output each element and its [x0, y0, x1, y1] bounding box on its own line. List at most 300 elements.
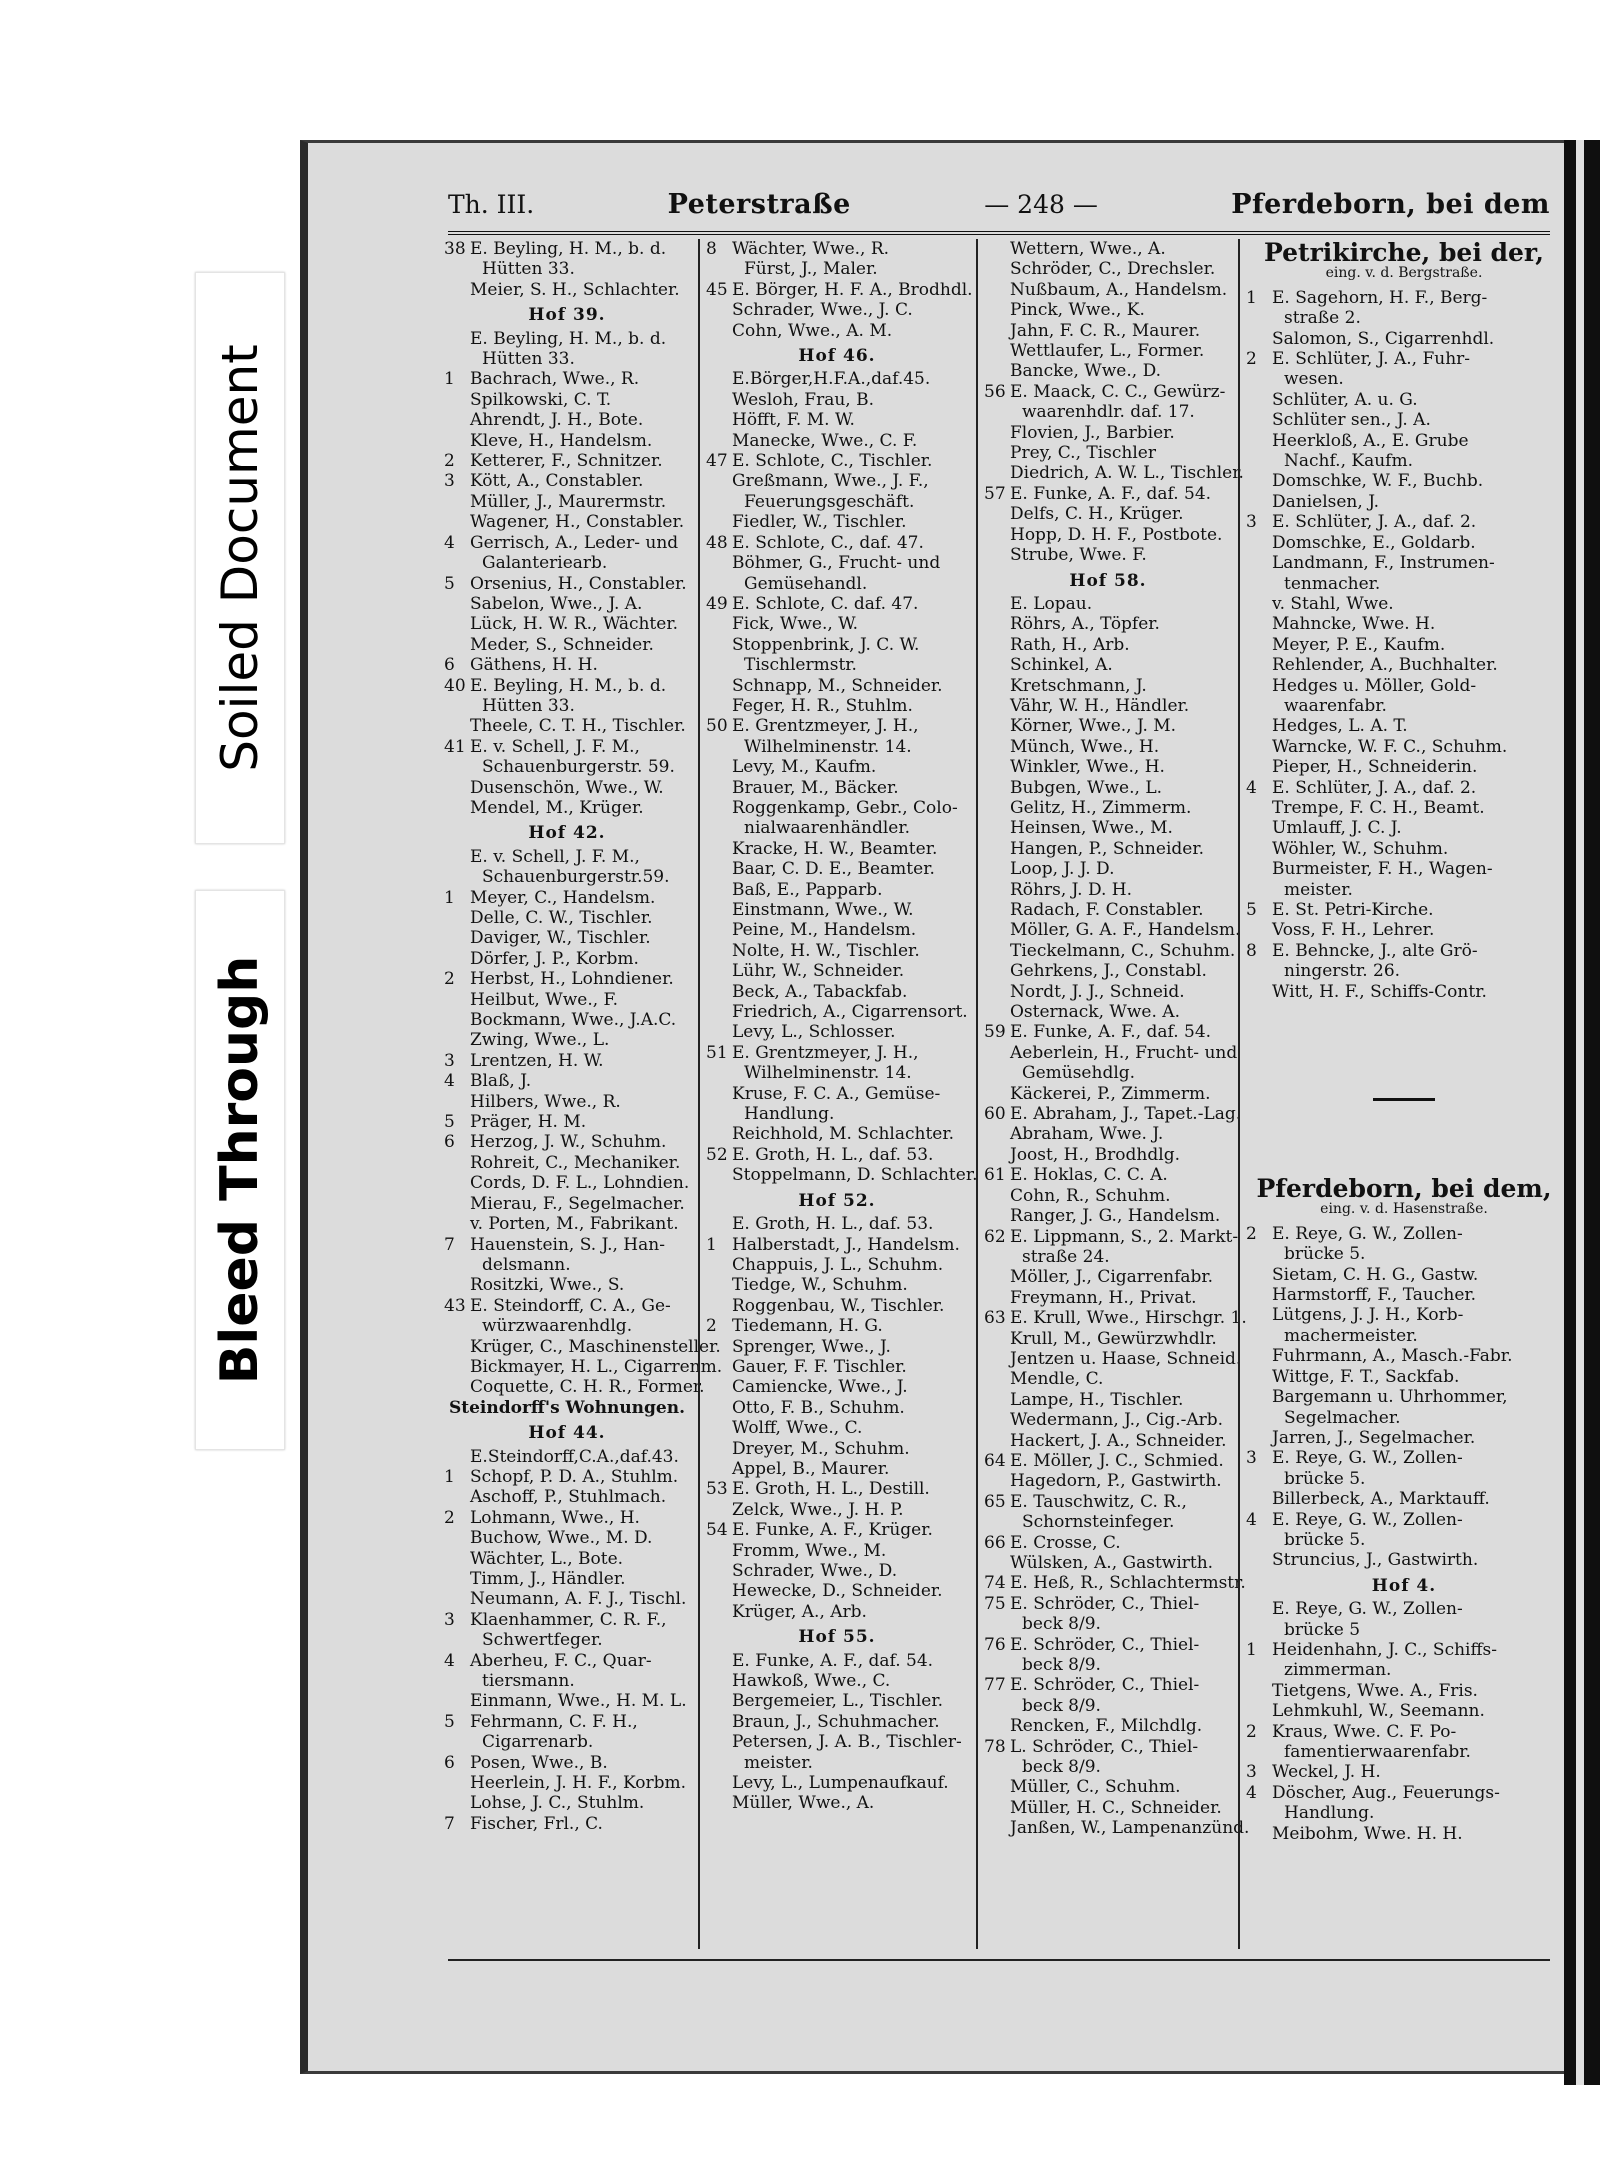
house-number: 3	[1246, 1448, 1257, 1469]
directory-entry	[444, 969, 690, 989]
directory-entry	[984, 484, 1232, 504]
entry-text: brücke 5.	[1284, 1529, 1366, 1550]
directory-entry	[1246, 471, 1562, 491]
directory-entry	[444, 1589, 690, 1609]
directory-entry	[444, 676, 690, 696]
entry-text: Fürst, J., Maler.	[744, 259, 878, 280]
entry-text: Müller, Wwe., A.	[732, 1793, 875, 1814]
entry-text: Feger, H. R., Stuhlm.	[732, 695, 913, 716]
entry-text: Wettern, Wwe., A.	[1010, 239, 1166, 259]
entry-text: Freymann, H., Privat.	[1010, 1287, 1197, 1308]
entry-continuation	[444, 553, 690, 573]
directory-entry	[444, 990, 690, 1010]
entry-text: Loop, J. J. D.	[1010, 859, 1115, 880]
entry-text: Zelck, Wwe., J. H. P.	[732, 1499, 904, 1520]
house-number: 4	[444, 1650, 455, 1671]
entry-text: Möller, G. A. F., Handelsm.	[1010, 920, 1241, 941]
entry-text: Bargemann u. Uhrhommer,	[1272, 1387, 1508, 1408]
entry-text: Heerlein, J. H. F., Korbm.	[470, 1773, 687, 1794]
entry-text: Döscher, Aug., Feuerungs-	[1272, 1782, 1500, 1803]
entry-text: Umlauff, J. C. J.	[1272, 818, 1402, 839]
entry-text: Radach, F. Constabler.	[1010, 900, 1204, 920]
entry-text: Wilhelminenstr. 14.	[744, 736, 912, 757]
entry-text: E. Groth, H. L., daf. 53.	[732, 1144, 934, 1165]
entry-text: Mendle, C.	[1010, 1369, 1104, 1390]
entry-text: Müller, C., Schuhm.	[1010, 1777, 1181, 1798]
directory-entry	[1246, 431, 1562, 451]
entry-text: Wittge, F. T., Sackfab.	[1272, 1366, 1460, 1387]
entry-text: brücke 5.	[1284, 1468, 1366, 1489]
entry-text: Coquette, C. H. R., Former.	[470, 1377, 705, 1398]
entry-text: Orsenius, H., Constabler.	[470, 573, 687, 594]
directory-entry	[444, 928, 690, 948]
entry-text: Spilkowski, C. T.	[470, 389, 612, 410]
entry-continuation	[1246, 1803, 1562, 1823]
entry-text: Hilbers, Wwe., R.	[470, 1091, 621, 1112]
entry-continuation	[1246, 1469, 1562, 1489]
directory-entry	[706, 471, 968, 491]
directory-entry	[984, 798, 1232, 818]
entry-text: E. Reye, G. W., Zollen-	[1272, 1448, 1463, 1469]
directory-entry	[984, 1124, 1232, 1144]
directory-entry	[706, 798, 968, 818]
directory-entry	[444, 1132, 690, 1152]
entry-text: E. Tauschwitz, C. R.,	[1010, 1491, 1187, 1512]
directory-entry	[706, 900, 968, 920]
entry-text: straße 24.	[1022, 1246, 1110, 1267]
entry-text: Sabelon, Wwe., J. A.	[470, 593, 643, 614]
directory-entry	[444, 1487, 690, 1507]
entry-text: Hackert, J. A., Schneider.	[1010, 1430, 1227, 1451]
entry-text: Meier, S. H., Schlachter.	[470, 279, 680, 300]
directory-entry	[444, 1569, 690, 1589]
entry-text: Lrentzen, H. W.	[470, 1050, 604, 1071]
directory-entry	[444, 1030, 690, 1050]
court-heading: Hof 46.	[798, 346, 876, 367]
directory-entry	[444, 410, 690, 430]
directory-entry	[444, 1712, 690, 1732]
entry-text: Aberheu, F. C., Quar-	[470, 1650, 652, 1671]
entry-text: Lampe, H., Tischler.	[1010, 1389, 1184, 1410]
entry-text: Meder, S., Schneider.	[470, 634, 654, 655]
directory-entry	[984, 259, 1232, 279]
entry-text: E. St. Petri-Kirche.	[1272, 900, 1434, 920]
soiled-document-label: Soiled Document	[211, 344, 269, 772]
directory-entry	[444, 635, 690, 655]
entry-continuation	[706, 737, 968, 757]
house-number: 1	[444, 887, 455, 908]
directory-entry	[706, 1418, 968, 1438]
directory-entry	[1246, 839, 1562, 859]
directory-entry	[984, 920, 1241, 941]
entry-text: E.Steindorff,C.A.,daf.43.	[470, 1446, 679, 1467]
entry-continuation	[1246, 1408, 1562, 1428]
directory-entry	[444, 369, 690, 389]
entry-text: Appel, B., Maurer.	[732, 1458, 890, 1479]
directory-entry	[706, 431, 968, 451]
page-header	[448, 189, 1550, 229]
directory-entry	[444, 1651, 690, 1671]
entry-text: Landmann, F., Instrumen-	[1272, 553, 1495, 574]
entry-text: E. Börger, H. F. A., Brodhdl.	[732, 279, 973, 300]
directory-entry	[984, 1369, 1232, 1389]
court-heading: Hof 58.	[1069, 570, 1147, 591]
entry-text: Kruse, F. C. A., Gemüse-	[732, 1083, 941, 1104]
directory-entry	[984, 1533, 1232, 1553]
entry-text: tiersmann.	[482, 1671, 575, 1692]
entry-continuation	[984, 1655, 1232, 1675]
directory-entry	[444, 1010, 690, 1030]
entry-text: Roggenkamp, Gebr., Colo-	[732, 797, 958, 818]
entry-text: Müller, H. C., Schneider.	[1010, 1797, 1222, 1818]
entry-text: Schopf, P. D. A., Stuhlm.	[470, 1466, 679, 1487]
entry-text: Domschke, W. F., Buchb.	[1272, 471, 1484, 492]
entry-text: Tiedemann, H. G.	[732, 1316, 883, 1337]
directory-entry	[444, 908, 690, 928]
directory-entry	[1246, 1510, 1562, 1530]
entry-text: Schröder, C., Drechsler.	[1010, 259, 1216, 280]
house-number: 6	[444, 1132, 455, 1153]
entry-text: Otto, F. B., Schuhm.	[732, 1397, 905, 1418]
entry-text: Hagedorn, P., Gastwirth.	[1010, 1471, 1222, 1492]
directory-entry	[706, 279, 973, 300]
directory-entry	[1246, 594, 1562, 614]
entry-text: Rehlender, A., Buchhalter.	[1272, 655, 1498, 676]
entry-text: Kretschmann, J.	[1010, 675, 1147, 696]
entry-text: Nordt, J. J., Schneid.	[1010, 981, 1185, 1002]
entry-text: E. Groth, H. L., Destill.	[732, 1479, 930, 1500]
directory-entry	[706, 390, 968, 410]
directory-entry	[984, 900, 1232, 920]
entry-text: Schornsteinfeger.	[1022, 1512, 1175, 1533]
entry-text: Janßen, W., Lampenanzünd.	[1010, 1818, 1250, 1839]
directory-entry	[1246, 1305, 1562, 1325]
entry-text: Mahncke, Wwe. H.	[1272, 614, 1436, 635]
directory-entry	[984, 1451, 1232, 1471]
entry-text: Nachf., Kaufm.	[1284, 451, 1413, 472]
entry-continuation	[444, 1732, 690, 1752]
directory-entry	[1246, 1489, 1562, 1509]
directory-entry	[706, 1439, 968, 1459]
entry-continuation	[984, 1696, 1232, 1716]
directory-entry	[706, 1691, 968, 1711]
directory-entry	[706, 1296, 968, 1316]
directory-entry	[444, 1377, 705, 1398]
entry-text: Hawkoß, Wwe., C.	[732, 1671, 891, 1692]
directory-entry	[444, 737, 690, 757]
directory-entry	[444, 1071, 690, 1091]
entry-text: Kraus, Wwe. C. F. Po-	[1272, 1721, 1457, 1742]
entry-continuation	[984, 402, 1232, 422]
directory-entry	[984, 341, 1232, 361]
directory-entry	[984, 859, 1232, 879]
house-number: 63	[984, 1308, 1006, 1329]
entry-text: Jarren, J., Segelmacher.	[1272, 1427, 1476, 1448]
directory-entry	[984, 716, 1232, 736]
directory-entry	[1246, 512, 1562, 532]
directory-entry	[706, 1793, 968, 1813]
directory-entry	[706, 859, 968, 879]
directory-entry	[984, 676, 1232, 696]
entry-text: Fick, Wwe., W.	[732, 614, 859, 635]
entry-text: L. Schröder, C., Thiel-	[1010, 1736, 1199, 1757]
entry-text: Herzog, J. W., Schuhm.	[470, 1132, 667, 1153]
entry-continuation	[1246, 1530, 1562, 1550]
entry-text: Salomon, S., Cigarrenhdl.	[1272, 328, 1495, 349]
directory-entry	[444, 614, 690, 634]
directory-entry	[444, 329, 690, 349]
directory-entry	[1246, 818, 1562, 838]
house-number: 65	[984, 1491, 1006, 1512]
directory-entry	[1246, 553, 1562, 573]
house-number: 6	[444, 1752, 455, 1773]
entry-text: Braun, J., Schuhmacher.	[732, 1711, 940, 1732]
entry-text: E. Lippmann, S., 2. Markt-	[1010, 1226, 1239, 1247]
left-street-title: Peterstraße	[667, 189, 851, 220]
entry-text: Nolte, H. W., Tischler.	[732, 940, 920, 961]
directory-entry	[706, 941, 968, 961]
entry-text: Witt, H. F., Schiffs-Contr.	[1272, 981, 1487, 1002]
right-street-title: Pferdeborn, bei dem	[1231, 189, 1550, 220]
column-divider	[976, 239, 978, 1949]
directory-entry	[1246, 1285, 1562, 1305]
house-number: 5	[444, 1711, 455, 1732]
directory-entry	[984, 1288, 1232, 1308]
entry-text: Heidenhahn, J. C., Schiffs-	[1272, 1639, 1498, 1660]
entry-text: Meyer, C., Handelsm.	[470, 887, 656, 908]
directory-entry	[1246, 614, 1562, 634]
directory-entry	[706, 880, 968, 900]
entry-continuation	[444, 1671, 690, 1691]
entry-text: E. Lopau.	[1010, 593, 1093, 614]
directory-entry	[706, 1602, 968, 1622]
directory-entry	[706, 300, 968, 320]
entry-text: Tieckelmann, C., Schuhm.	[1010, 940, 1236, 961]
house-number: 5	[444, 1112, 455, 1133]
directory-entry	[984, 961, 1232, 981]
directory-entry	[1246, 716, 1562, 736]
entry-text: ningerstr. 26.	[1284, 961, 1401, 982]
street-subheading: eing. v. d. Hasenstraße.	[1320, 1201, 1488, 1218]
entry-text: Kracke, H. W., Beamter.	[732, 838, 938, 859]
entry-text: Flovien, J., Barbier.	[1010, 422, 1175, 443]
directory-entry	[984, 818, 1232, 838]
street-subheading: eing. v. d. Bergstraße.	[1325, 265, 1483, 282]
house-number: 4	[444, 1071, 455, 1092]
entry-text: Müller, J., Maurermstr.	[470, 491, 667, 512]
house-number: 5	[1246, 900, 1257, 920]
directory-entry	[706, 1124, 968, 1144]
directory-entry	[444, 655, 690, 675]
house-number: 3	[444, 1050, 455, 1071]
directory-entry	[984, 614, 1232, 634]
entry-continuation	[706, 259, 968, 279]
entry-text: Schauenburgerstr.59.	[482, 867, 670, 888]
bottom-rule	[448, 1959, 1550, 1961]
entry-continuation	[444, 1255, 690, 1275]
entry-text: Krüger, A., Arb.	[732, 1601, 867, 1622]
directory-entry	[706, 614, 968, 634]
entry-text: Jentzen u. Haase, Schneid.	[1010, 1348, 1242, 1369]
entry-text: Heinsen, Wwe., M.	[1010, 818, 1173, 839]
directory-entry	[444, 1610, 690, 1630]
entry-continuation	[1246, 451, 1562, 471]
directory-entry	[706, 1255, 968, 1275]
entry-text: Stoppenbrink, J. C. W.	[732, 634, 920, 655]
directory-entry	[444, 1112, 690, 1132]
entry-text: Harmstorff, F., Taucher.	[1272, 1285, 1477, 1306]
entry-text: Wolff, Wwe., C.	[732, 1418, 863, 1439]
entry-text: Möller, J., Cigarrenfabr.	[1010, 1267, 1214, 1288]
entry-text: v. Porten, M., Fabrikant.	[470, 1214, 679, 1235]
entry-text: brücke 5	[1284, 1619, 1361, 1640]
directory-entry	[984, 1594, 1232, 1614]
house-number: 40	[444, 675, 466, 696]
entry-text: Hangen, P., Schneider.	[1010, 838, 1204, 859]
entry-text: Jahn, F. C. R., Maurer.	[1010, 320, 1201, 341]
entry-text: Diedrich, A. W. L., Tischler.	[1010, 463, 1244, 484]
house-number: 57	[984, 483, 1006, 504]
entry-text: Zwing, Wwe., L.	[470, 1030, 610, 1051]
directory-entry	[706, 410, 968, 430]
directory-entry	[984, 300, 1232, 320]
entry-text: Friedrich, A., Cigarrensort.	[732, 1002, 968, 1023]
entry-continuation	[984, 1063, 1232, 1083]
entry-text: meister.	[744, 1752, 813, 1773]
directory-entry	[444, 1153, 690, 1173]
entry-text: E. Schröder, C., Thiel-	[1010, 1634, 1200, 1655]
court-heading: Hof 42.	[528, 823, 606, 844]
directory-entry	[984, 1022, 1232, 1042]
entry-text: Dreyer, M., Schuhm.	[732, 1438, 910, 1459]
directory-entry	[444, 1691, 690, 1711]
entry-text: Rohreit, C., Mechaniker.	[470, 1152, 681, 1173]
directory-entry	[444, 949, 690, 969]
entry-text: Handlung.	[1284, 1803, 1375, 1824]
entry-text: Winkler, Wwe., H.	[1010, 757, 1165, 778]
entry-text: Schlüter sen., J. A.	[1272, 410, 1431, 431]
entry-continuation	[444, 1630, 690, 1650]
directory-entry	[706, 1541, 968, 1561]
entry-text: Abraham, Wwe. J.	[1010, 1124, 1164, 1145]
entry-continuation	[1246, 1660, 1562, 1680]
house-number: 45	[706, 279, 728, 300]
entry-continuation	[444, 867, 690, 887]
entry-text: Burmeister, F. H., Wagen-	[1272, 859, 1493, 880]
entry-continuation	[984, 1247, 1232, 1267]
directory-entry	[706, 839, 968, 859]
entry-text: Chappuis, J. L., Schuhm.	[732, 1254, 944, 1275]
directory-entry	[706, 1581, 968, 1601]
directory-entry	[984, 1186, 1232, 1206]
entry-text: Rositzki, Wwe., S.	[470, 1275, 625, 1296]
directory-entry	[1246, 410, 1562, 430]
directory-entry	[706, 594, 968, 614]
directory-entry	[1246, 1448, 1562, 1468]
directory-entry	[984, 1226, 1239, 1247]
entry-text: Baß, E., Papparb.	[732, 879, 883, 900]
entry-text: Krüger, C., Maschinensteller.	[470, 1336, 721, 1357]
entry-text: E. Heß, R., Schlachtermstr.	[1010, 1573, 1246, 1594]
entry-text: Trempe, F. C. H., Beamt.	[1272, 797, 1485, 818]
entry-text: straße 2.	[1284, 308, 1361, 329]
directory-entry	[706, 1561, 968, 1581]
directory-entry	[706, 1022, 968, 1042]
house-number: 38	[444, 239, 466, 259]
entry-text: Osternack, Wwe. A.	[1010, 1002, 1180, 1023]
directory-entry	[444, 716, 690, 736]
entry-text: E. Funke, A. F., daf. 54.	[732, 1650, 934, 1671]
directory-page	[300, 140, 1580, 2074]
directory-entry	[1246, 329, 1562, 349]
entry-continuation	[1246, 369, 1562, 389]
entry-text: Nußbaum, A., Handelsm.	[1010, 279, 1228, 300]
directory-entry	[444, 1508, 690, 1528]
directory-entry	[984, 1777, 1232, 1797]
directory-entry	[706, 635, 968, 655]
entry-text: Warncke, W. F. C., Schuhm.	[1272, 736, 1508, 757]
entry-text: meister.	[1284, 879, 1353, 900]
entry-text: Hedges, L. A. T.	[1272, 716, 1408, 737]
entry-text: E. Reye, G. W., Zollen-	[1272, 1509, 1463, 1530]
directory-entry	[444, 1773, 690, 1793]
entry-text: Posen, Wwe., B.	[470, 1752, 608, 1773]
directory-entry	[706, 1337, 968, 1357]
directory-entry	[1246, 635, 1562, 655]
directory-entry	[984, 321, 1232, 341]
entry-text: E. Beyling, H. M., b. d.	[470, 328, 667, 349]
entry-text: Röhrs, A., Töpfer.	[1010, 614, 1160, 635]
directory-entry	[706, 1316, 968, 1336]
entry-text: Delle, C. W., Tischler.	[470, 908, 653, 928]
entry-text: Lehmkuhl, W., Seemann.	[1272, 1701, 1485, 1722]
directory-entry	[984, 463, 1244, 484]
entry-text: Einmann, Wwe., H. M. L.	[470, 1691, 687, 1712]
entry-text: Wedermann, J., Cig.-Arb.	[1010, 1410, 1224, 1431]
entry-continuation	[706, 655, 968, 675]
entry-text: Wülsken, A., Gastwirth.	[1010, 1553, 1214, 1573]
entry-text: Gehrkens, J., Constabl.	[1010, 961, 1207, 982]
directory-entry	[984, 1431, 1232, 1451]
directory-entry	[984, 545, 1232, 565]
column-divider	[1238, 239, 1240, 1949]
entry-text: E. Reye, G. W., Zollen-	[1272, 1599, 1463, 1620]
entry-text: E. Grentzmeyer, J. H.,	[732, 716, 919, 737]
column-3	[984, 239, 1250, 1839]
directory-entry	[984, 1471, 1232, 1491]
entry-text: Hütten 33.	[482, 349, 575, 370]
entry-text: Daviger, W., Tischler.	[470, 928, 651, 949]
entry-text: Stoppelmann, D. Schlachter.	[732, 1165, 978, 1186]
directory-entry	[706, 239, 968, 259]
entry-text: Herbst, H., Lohndiener.	[470, 969, 674, 990]
directory-entry	[984, 655, 1232, 675]
house-number: 56	[984, 381, 1006, 402]
house-number: 48	[706, 532, 728, 553]
entry-text: Fischer, Frl., C.	[470, 1813, 603, 1834]
directory-entry	[444, 1275, 690, 1295]
entry-continuation	[706, 1104, 968, 1124]
entry-text: Heilbut, Wwe., F.	[470, 989, 619, 1010]
entry-text: E. Schlote, C., daf. 47.	[732, 532, 924, 553]
entry-text: würzwaarenhdlg.	[482, 1316, 633, 1337]
directory-entry	[1246, 1550, 1562, 1570]
court-heading: Hof 52.	[798, 1190, 876, 1211]
entry-text: E.Börger,H.F.A.,daf.45.	[732, 369, 931, 390]
entry-text: Gäthens, H. H.	[470, 655, 598, 676]
directory-entry	[444, 888, 690, 908]
directory-entry	[984, 239, 1232, 259]
